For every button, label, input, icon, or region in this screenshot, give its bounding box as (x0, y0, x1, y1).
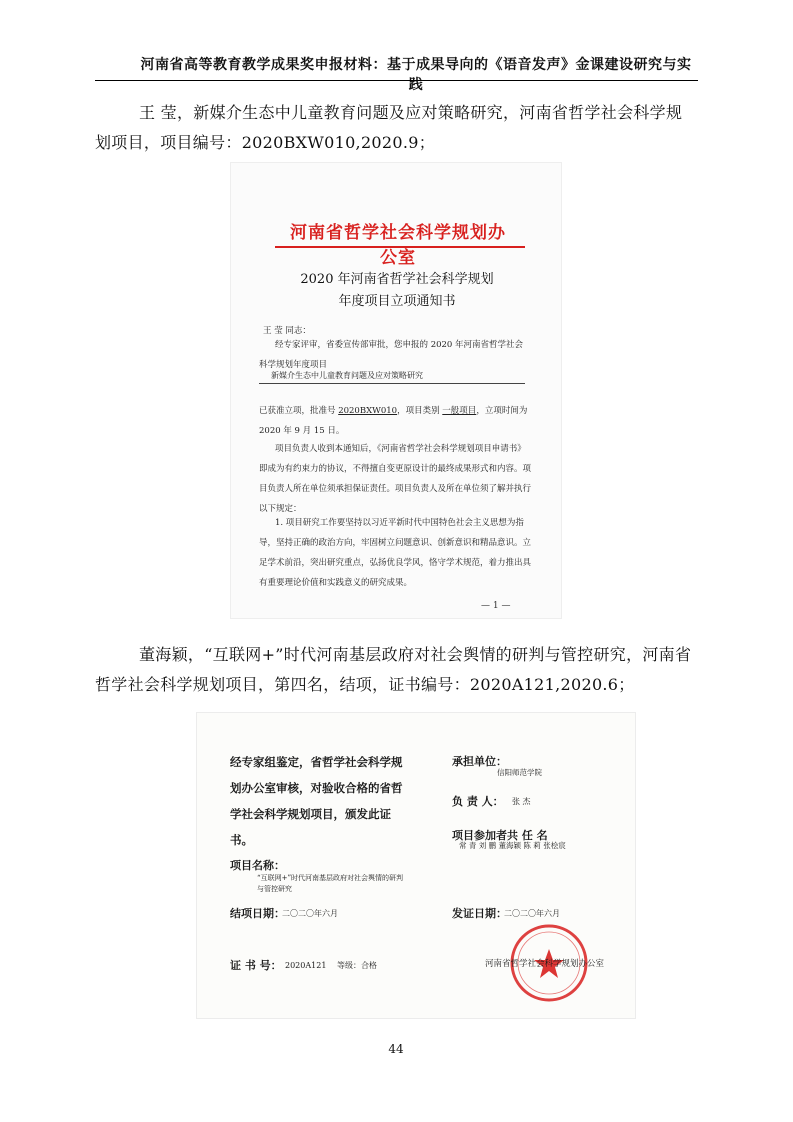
scanned-certificate (196, 712, 636, 1019)
paragraph-dong-haiying: 董海颖，“互联网+”时代河南基层政府对社会舆情的研判与管控研究，河南省哲学社会科学规划项目，第四名，结项，证书编号：2020A121,2020.6； (95, 645, 692, 694)
project-title-rule (259, 383, 525, 384)
grant-suffix: ，立项时间为 2020 年 9 月 15 日。 (259, 406, 528, 436)
notice-page-number: — 1 — (481, 601, 511, 611)
paragraph-wang-ying: 王 莹，新媒介生态中儿童教育问题及应对策略研究，河南省哲学社会科学规划项目，项目编号：2020BXW010,2020.9； (95, 103, 683, 152)
project-category: 一般项目 (442, 406, 477, 416)
end-date-value: 二〇二〇年六月 (282, 909, 338, 918)
notice-instructions: 项目负责人收到本通知后，《河南省哲学社会科学规划项目申请书》即成为有约束力的协议，不得擅自变更原设计的最终成果形式和内容。项目负责人所在单位须承担保证责任。项目负责人及所在单位须了解并执行以下规定： (259, 444, 532, 514)
notice-grant-line (259, 401, 531, 441)
unit-value: 信阳师范学院 (497, 768, 542, 777)
notice-subtitle-2: 年度项目立项通知书 (338, 294, 456, 309)
project-name-label: 项目名称： (230, 859, 285, 872)
certificate-number-value: 2020A121 (285, 961, 327, 970)
notice-intro: 经专家评审，省委宣传部审批，您申报的 2020 年河南省哲学社会科学规划年度项目 (259, 340, 524, 370)
grant-number: 2020BXW010 (338, 406, 398, 416)
scanned-notice-document (230, 162, 562, 619)
issue-date-value: 二〇二〇年六月 (504, 909, 560, 918)
grant-prefix: 已获准立项，批准号 (259, 406, 339, 416)
certificate-number-label: 证 书 号： (230, 959, 282, 972)
grant-mid: ，项目类别 (397, 406, 443, 416)
notice-addressee: 王 莹 同志： (263, 326, 311, 336)
members-value: 常 青 刘 鹏 董海颖 陈 莉 张桧宸 (459, 841, 566, 850)
header-rule (95, 80, 698, 81)
issue-date-label: 发证日期： (452, 907, 507, 920)
unit-label: 承担单位： (452, 755, 507, 768)
project-name-value: “互联网+”时代河南基层政府对社会舆情的研判与管控研究 (257, 874, 404, 893)
certificate-grade: 等级：合格 (337, 961, 377, 970)
leader-label: 负 责 人： (452, 795, 504, 808)
notice-item-1: 1. 项目研究工作要坚持以习近平新时代中国特色社会主义思想为指导，坚持正确的政治方向，牢固树立问题意识、创新意识和精品意识。立足学术前沿，突出研究重点，弘扬优良学风，恪守学术规范，着力推出具有重要理论价值和实践意义的研究成果。 (259, 518, 532, 588)
office-red-rule (275, 246, 525, 248)
page-number: 44 (388, 1042, 404, 1056)
office-title: 河南省哲学社会科学规划办公室 (290, 223, 506, 268)
leader-value: 张 杰 (512, 797, 531, 806)
running-header: 河南省高等教育教学成果奖申报材料：基于成果导向的《语音发声》金课建设研究与实践 (140, 57, 692, 93)
members-label: 项目参加者共 任 名 (452, 829, 548, 842)
notice-project-title: 新媒介生态中儿童教育问题及应对策略研究 (271, 371, 423, 380)
end-date-label: 结项日期： (230, 907, 285, 920)
certificate-statement: 经专家组鉴定，省哲学社会科学规划办公室审核，对验收合格的省哲学社会科学规划项目，颁发此证书。 (230, 755, 403, 847)
issuing-office: 河南省哲学社会科学规划办公室 (485, 959, 605, 969)
notice-subtitle-1: 2020 年河南省哲学社会科学规划 (300, 272, 494, 287)
